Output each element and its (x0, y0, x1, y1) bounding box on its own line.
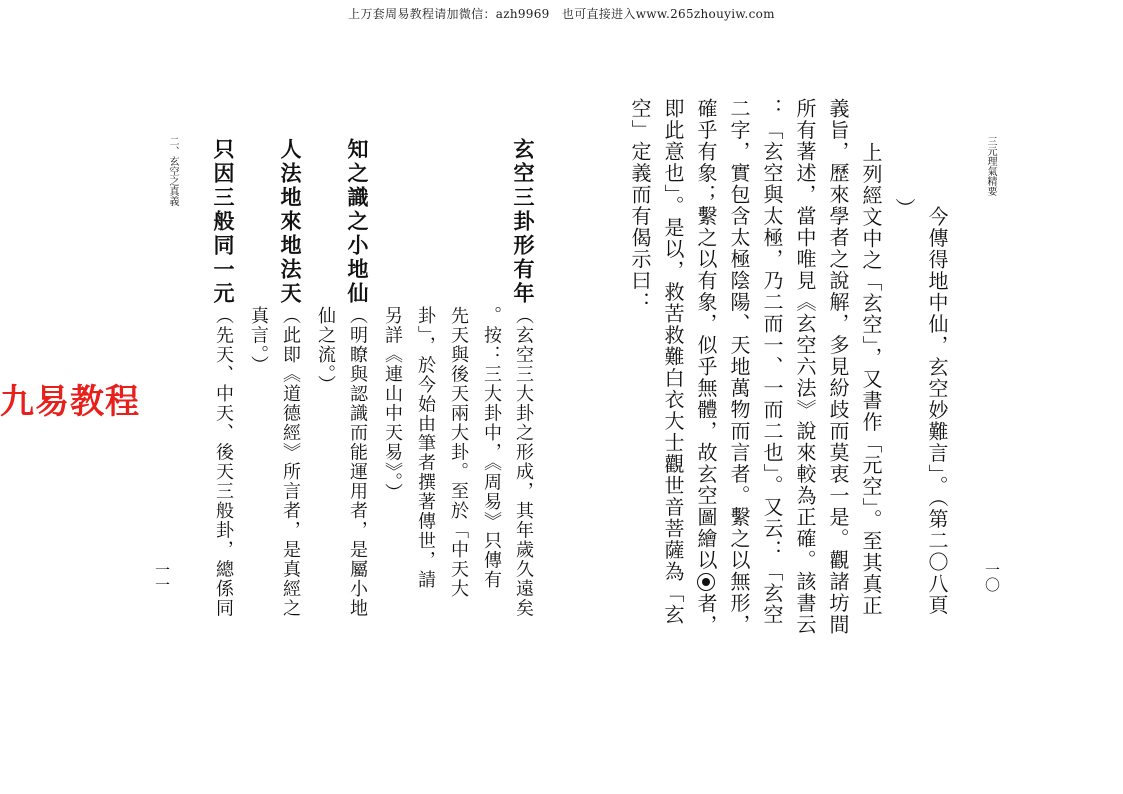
verse-note: （明瞭與認識而能運用者，是屬小地 (347, 306, 368, 618)
verse-column (279, 138, 301, 618)
verse-note: （玄空三大卦之形成，其年歲久遠矣 (513, 306, 534, 618)
note-column: 另詳《連山中天易》。） (382, 306, 403, 503)
text-column: 即此意也」。是以，救苦救難白衣大士觀世音菩薩為「玄 (661, 98, 685, 626)
text-column-part: 確乎有象；繫之以有象，似乎無體，故玄空圖繪以 (694, 98, 718, 571)
text-column: 上列經文中之「玄空」，又書作「元空」。至其真正 (859, 142, 883, 617)
text-column-part: 者， (694, 593, 718, 636)
note-column: 先天與後天兩大卦。至於「中天大 (448, 306, 469, 599)
header-banner: 上万套周易教程请加微信：azh9969 也可直接进入www.265zhouyiw.com (348, 7, 775, 21)
note-column: 仙之流。） (315, 306, 336, 395)
verse-note: （此即《道德經》所言者，是真經之 (280, 306, 301, 618)
text-column: ：「玄空與太極，乃二而一、一而二也」。又云：「玄空 (760, 98, 784, 626)
running-title-right: 三元理氣精要 (985, 136, 996, 196)
page-number-right: 一〇 (983, 562, 1001, 592)
text-column: 二字，實包含太極陰陽、天地萬物而言者。繫之以無形， (727, 98, 751, 636)
verse-heading: 只因三般同一元 (211, 138, 236, 306)
verse-column (346, 138, 368, 618)
text-column (695, 98, 717, 636)
watermark-logo: 九易教程 (0, 382, 140, 422)
note-column: 。按：三大卦中，《周易》只傳有 (481, 306, 502, 590)
verse-column (212, 138, 234, 618)
text-column: 空」定義而有偈示曰： (628, 98, 652, 313)
verse-note: （先天、中天、後天三般卦，總係同 (213, 306, 234, 618)
text-column: ） (892, 198, 916, 220)
text-column: 所有著述，當中唯見《玄空六法》說來較為正確。該書云 (793, 98, 817, 636)
verse-heading: 知之識之小地仙 (345, 138, 370, 306)
taiji-circle-icon (697, 573, 715, 591)
running-title-left: 二、玄空之真義 (167, 136, 178, 206)
note-column: 真言。） (248, 306, 269, 375)
note-column: 卦」，於今始由筆者撰著傳世，請 (415, 306, 436, 590)
text-column: 義旨，歷來學者之說解，多見紛歧而莫衷一是。觀諸坊間 (826, 98, 850, 636)
verse-heading: 玄空三卦形有年 (511, 138, 536, 306)
verse-heading: 人法地來地法天 (278, 138, 303, 306)
page-number-left: 一一 (153, 562, 171, 592)
verse-column (512, 138, 534, 618)
text-column: 今傳得地中仙，玄空妙難言」。（第二〇八頁 (925, 206, 949, 616)
